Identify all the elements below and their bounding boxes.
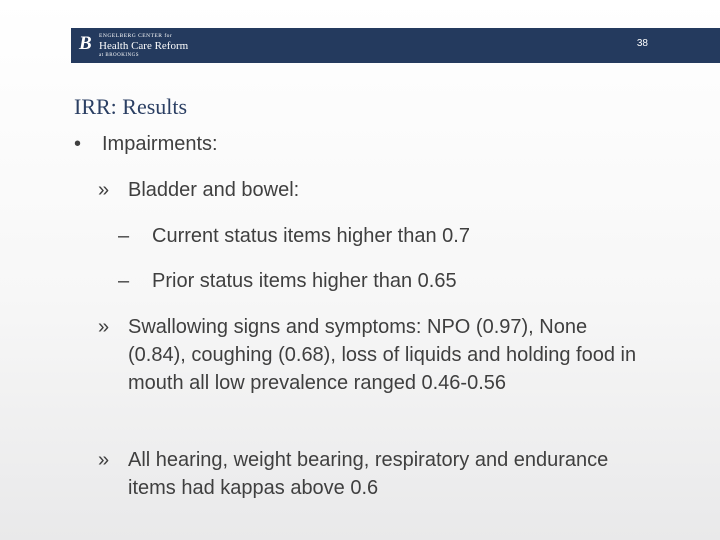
sub-bullet-hearing <box>98 446 648 502</box>
slide-title: IRR: Results <box>74 94 188 119</box>
bullet-text: All hearing, weight bearing, respiratory and endurance items had kappas above 0.6 <box>128 449 609 499</box>
logo-line-3: at BROOKINGS <box>99 53 140 58</box>
sub-sub-bullet-current-status <box>118 222 672 250</box>
logo-line-2: Health Care Reform <box>99 40 189 52</box>
sub-bullet-bladder-bowel <box>98 176 688 204</box>
bullet-text: Current status items higher than 0.7 <box>152 225 470 247</box>
sub-bullet-swallowing <box>98 313 648 397</box>
logo-line-1: ENGELBERG CENTER for <box>99 33 173 39</box>
bullet-marker: – <box>118 225 130 247</box>
bullet-text: Prior status items higher than 0.65 <box>152 270 457 292</box>
bullet-marker: • <box>74 133 82 155</box>
bullet-level1 <box>74 130 702 158</box>
bullet-marker: – <box>118 270 130 292</box>
bullet-marker: » <box>98 449 110 471</box>
bullet-marker: » <box>98 179 110 201</box>
header-bar <box>71 28 720 63</box>
bullet-text: Bladder and bowel: <box>128 179 300 201</box>
sub-sub-bullet-prior-status <box>118 267 672 295</box>
logo-text <box>99 33 299 59</box>
logo-mark: B <box>79 33 92 54</box>
bullet-text: Swallowing signs and symptoms: NPO (0.97), None (0.84), coughing (0.68), loss of liquids and holding food in mouth all low prevalence ranged 0.46-0.56 <box>128 316 637 394</box>
bullet-marker: » <box>98 316 110 338</box>
bullet-text: Impairments: <box>102 133 218 155</box>
slide-number: 38 <box>636 38 648 49</box>
